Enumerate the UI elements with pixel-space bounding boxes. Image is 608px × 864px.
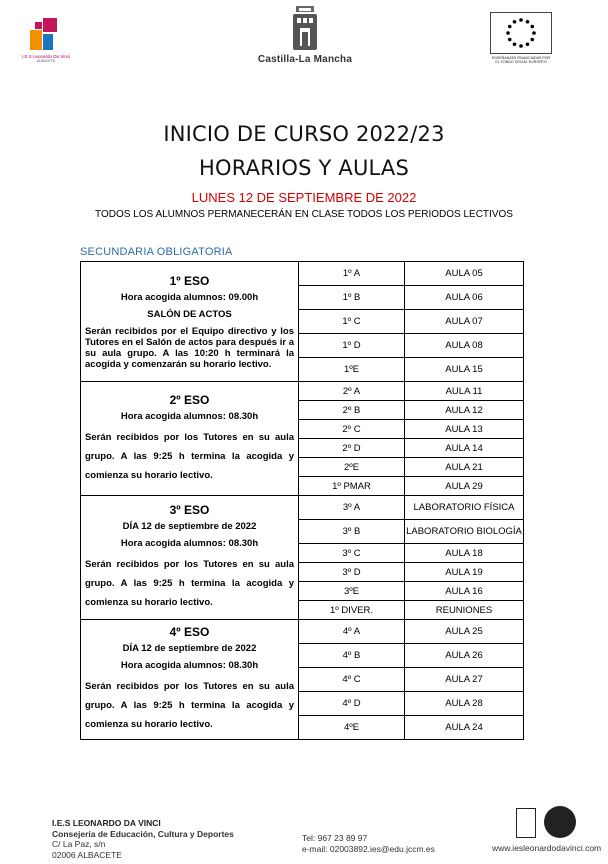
start-date: LUNES 12 DE SEPTIEMBRE DE 2022 xyxy=(191,190,417,205)
group-cell: 1º D xyxy=(299,334,405,358)
group-cell: 1º A xyxy=(299,262,405,286)
group-cell: 3ºE xyxy=(299,582,405,601)
schedule-table xyxy=(80,261,524,740)
course-info-cell xyxy=(81,620,299,740)
group-cell: 1º C xyxy=(299,310,405,334)
school-logo-caption: I.E.S Leonardo Da Vinci xyxy=(22,54,70,59)
school-logo-icon xyxy=(30,18,60,52)
eu-fse-caption: ENSEÑANZAS FINANCIADAS POR EL FONDO SOCIAL EUROPEO xyxy=(491,56,551,64)
group-cell: 4º D xyxy=(299,692,405,716)
group-cell: 1ºE xyxy=(299,358,405,382)
course-description: Serán recibidos por el Equipo directivo y los Tutores en el Salón de actos para después ir a su aula grupo. A las 10:20 h terminará la acogida y comenzarán su horario lectivo. xyxy=(85,325,294,370)
group-cell: 2º D xyxy=(299,439,405,458)
group-cell: 1º PMAR xyxy=(299,477,405,496)
footer-street: C/ La Paz, s/n xyxy=(52,839,106,849)
course-description: Serán recibidos por los Tutores en su aula grupo. A las 9:25 h termina la acogida y comienza su horario lectivo. xyxy=(85,681,294,730)
room-cell: AULA 29 xyxy=(405,477,524,496)
eu-fse-logo xyxy=(490,12,552,68)
group-cell: 4º B xyxy=(299,644,405,668)
room-cell: AULA 16 xyxy=(405,582,524,601)
page-subtitle: HORARIOS Y AULAS xyxy=(198,156,410,180)
room-cell: AULA 11 xyxy=(405,382,524,401)
group-cell: 3º C xyxy=(299,544,405,563)
footer-consejeria: Consejería de Educación, Cultura y Deportes xyxy=(52,828,234,839)
footer-contact xyxy=(302,833,435,855)
room-cell: AULA 12 xyxy=(405,401,524,420)
course-info-cell xyxy=(81,382,299,496)
room-cell: AULA 15 xyxy=(405,358,524,382)
footer-postal: 02006 ALBACETE xyxy=(52,849,122,860)
table-row xyxy=(81,262,524,286)
course-name: 2º ESO xyxy=(169,392,210,407)
room-cell: LABORATORIO FÍSICA xyxy=(405,496,524,520)
room-cell: AULA 14 xyxy=(405,439,524,458)
room-cell: AULA 13 xyxy=(405,420,524,439)
footer-school-name: I.E.S LEONARDO DA VINCI xyxy=(52,818,161,828)
course-detail-line: SALÓN DE ACTOS xyxy=(147,308,232,320)
course-description: Serán recibidos por los Tutores en su aula grupo. A las 9:25 h termina la acogida y comienza su horario lectivo. xyxy=(85,431,294,481)
course-name: 3º ESO xyxy=(169,503,210,517)
castle-crest-icon xyxy=(290,6,320,52)
room-cell: AULA 06 xyxy=(405,286,524,310)
course-detail-line: Hora acogida alumnos: 09.00h xyxy=(120,291,259,303)
room-cell: AULA 24 xyxy=(405,716,524,740)
table-row xyxy=(81,496,524,520)
course-description: Serán recibidos por los Tutores en su aula grupo. A las 9:25 h termina la acogida y comienza su horario lectivo. xyxy=(85,559,294,608)
group-cell: 3º A xyxy=(299,496,405,520)
group-cell: 1º B xyxy=(299,286,405,310)
group-cell: 1º DIVER. xyxy=(299,601,405,620)
footer-address xyxy=(52,818,234,860)
group-cell: 2º A xyxy=(299,382,405,401)
group-cell: 2º C xyxy=(299,420,405,439)
room-cell: AULA 27 xyxy=(405,668,524,692)
school-logo xyxy=(20,14,72,64)
course-name: 1º ESO xyxy=(169,273,210,288)
iqnet-icon xyxy=(544,806,576,838)
castilla-la-mancha-logo xyxy=(250,6,360,68)
group-cell: 4º A xyxy=(299,620,405,644)
table-row xyxy=(81,382,524,401)
group-cell: 4º C xyxy=(299,668,405,692)
group-cell: 2º B xyxy=(299,401,405,420)
page-title: INICIO DE CURSO 2022/23 xyxy=(163,122,445,146)
group-cell: 4ºE xyxy=(299,716,405,740)
group-cell: 3º B xyxy=(299,520,405,544)
certification-logos xyxy=(516,806,582,840)
room-cell: AULA 21 xyxy=(405,458,524,477)
section-title: SECUNDARIA OBLIGATORIA xyxy=(80,246,233,258)
footer-phone: Tel: 967 23 89 97 xyxy=(302,833,368,843)
castilla-la-mancha-name: Castilla-La Mancha xyxy=(257,54,353,65)
room-cell: REUNIONES xyxy=(405,601,524,620)
room-cell: AULA 26 xyxy=(405,644,524,668)
course-info-cell xyxy=(81,496,299,620)
room-cell: LABORATORIO BIOLOGÍA xyxy=(405,520,524,544)
school-logo-subcaption: ALBACETE xyxy=(36,59,56,63)
room-cell: AULA 05 xyxy=(405,262,524,286)
room-cell: AULA 18 xyxy=(405,544,524,563)
footer-email[interactable]: e-mail: 02003892.ies@edu.jccm.es xyxy=(302,844,435,854)
course-detail-line: Hora acogida alumnos: 08.30h xyxy=(120,410,259,422)
course-info-cell xyxy=(81,262,299,382)
room-cell: AULA 28 xyxy=(405,692,524,716)
course-detail-line: Hora acogida alumnos: 08.30h xyxy=(120,538,259,549)
course-detail-line: Hora acogida alumnos: 08.30h xyxy=(120,660,259,671)
course-name: 4º ESO xyxy=(169,625,210,639)
class-note: TODOS LOS ALUMNOS PERMANECERÁN EN CLASE TODOS LOS PERIODOS LECTIVOS xyxy=(95,209,513,220)
group-cell: 2ºE xyxy=(299,458,405,477)
room-cell: AULA 25 xyxy=(405,620,524,644)
footer-website-link[interactable]: www.iesleonardodavinci.com xyxy=(492,843,602,853)
aenor-er-icon xyxy=(516,808,536,838)
room-cell: AULA 07 xyxy=(405,310,524,334)
room-cell: AULA 08 xyxy=(405,334,524,358)
course-detail-line: DÍA 12 de septiembre de 2022 xyxy=(122,643,257,654)
eu-flag-icon xyxy=(490,12,552,54)
table-row xyxy=(81,620,524,644)
room-cell: AULA 19 xyxy=(405,563,524,582)
course-detail-line: DÍA 12 de septiembre de 2022 xyxy=(122,521,257,532)
group-cell: 3º D xyxy=(299,563,405,582)
